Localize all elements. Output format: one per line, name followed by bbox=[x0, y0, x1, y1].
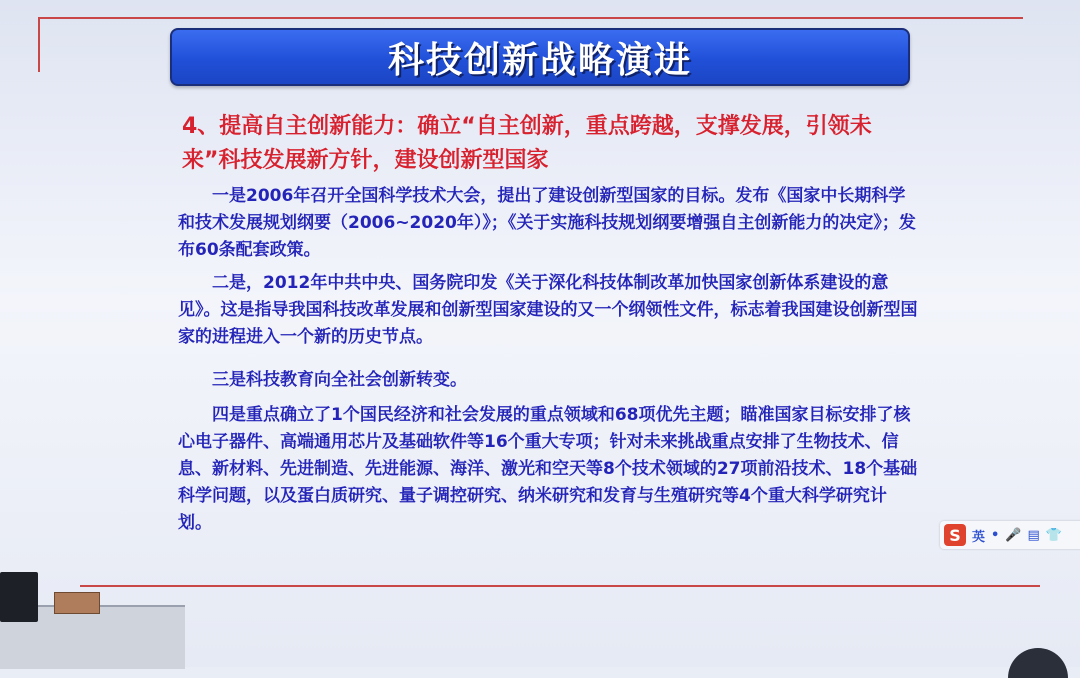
nameplate bbox=[54, 592, 100, 614]
ime-keyboard-icon[interactable]: ▤ bbox=[1027, 527, 1040, 543]
paragraph-1: 一是2006年召开全国科学技术大会，提出了建设创新型国家的目标。发布《国家中长期科学和技术发展规划纲要（2006~2020年）》；《关于实施科技规划纲要增强自主创新能力的决定》；发布60条配套政策。 bbox=[178, 186, 916, 260]
left-decor-line bbox=[38, 17, 40, 72]
section-heading: 4、提高自主创新能力：确立“自主创新，重点跨越，支撑发展，引领未来”科技发展新方针，建设创新型国家 bbox=[182, 114, 872, 173]
ime-language-toggle[interactable]: 英 bbox=[972, 529, 986, 545]
ime-toolbar[interactable] bbox=[940, 521, 1080, 549]
paragraph-2: 二是，2012年中共中央、国务院印发《关于深化科技体制改革加快国家创新体系建设的意见》。这是指导我国科技改革发展和创新型国家建设的又一个纲领性文件，标志着我国建设创新型国家的进程进入一个新的历史节点。 bbox=[178, 273, 918, 347]
top-decor-line bbox=[38, 17, 1023, 19]
slide-title-bar bbox=[170, 28, 910, 86]
ime-microphone-icon[interactable]: 🎤 bbox=[1005, 527, 1022, 543]
desk-monitor bbox=[0, 572, 38, 622]
paragraph-4: 四是重点确立了1个国民经济和社会发展的重点领域和68项优先主题；瞄准国家目标安排了核心电子器件、高端通用芯片及基础软件等16个重大专项；针对未来挑战重点安排了生物技术、信息、新材料、先进制造、先进能源、海洋、激光和空天等8个技术领域的27项前沿技术、18个基础科学问题，以及蛋白质研究、量子调控研究、纳米研究和发育与生殖研究等4个重大科学研究计划。 bbox=[178, 405, 918, 533]
ime-punctuation-icon[interactable]: • bbox=[991, 527, 1000, 543]
bottom-decor-line bbox=[80, 585, 1040, 587]
ime-logo-icon[interactable]: S bbox=[944, 524, 966, 546]
paragraph-3: 三是科技教育向全社会创新转变。 bbox=[178, 370, 467, 390]
slide-title: 科技创新战略演进 bbox=[387, 39, 692, 81]
ime-skin-icon[interactable]: 👕 bbox=[1045, 527, 1062, 543]
